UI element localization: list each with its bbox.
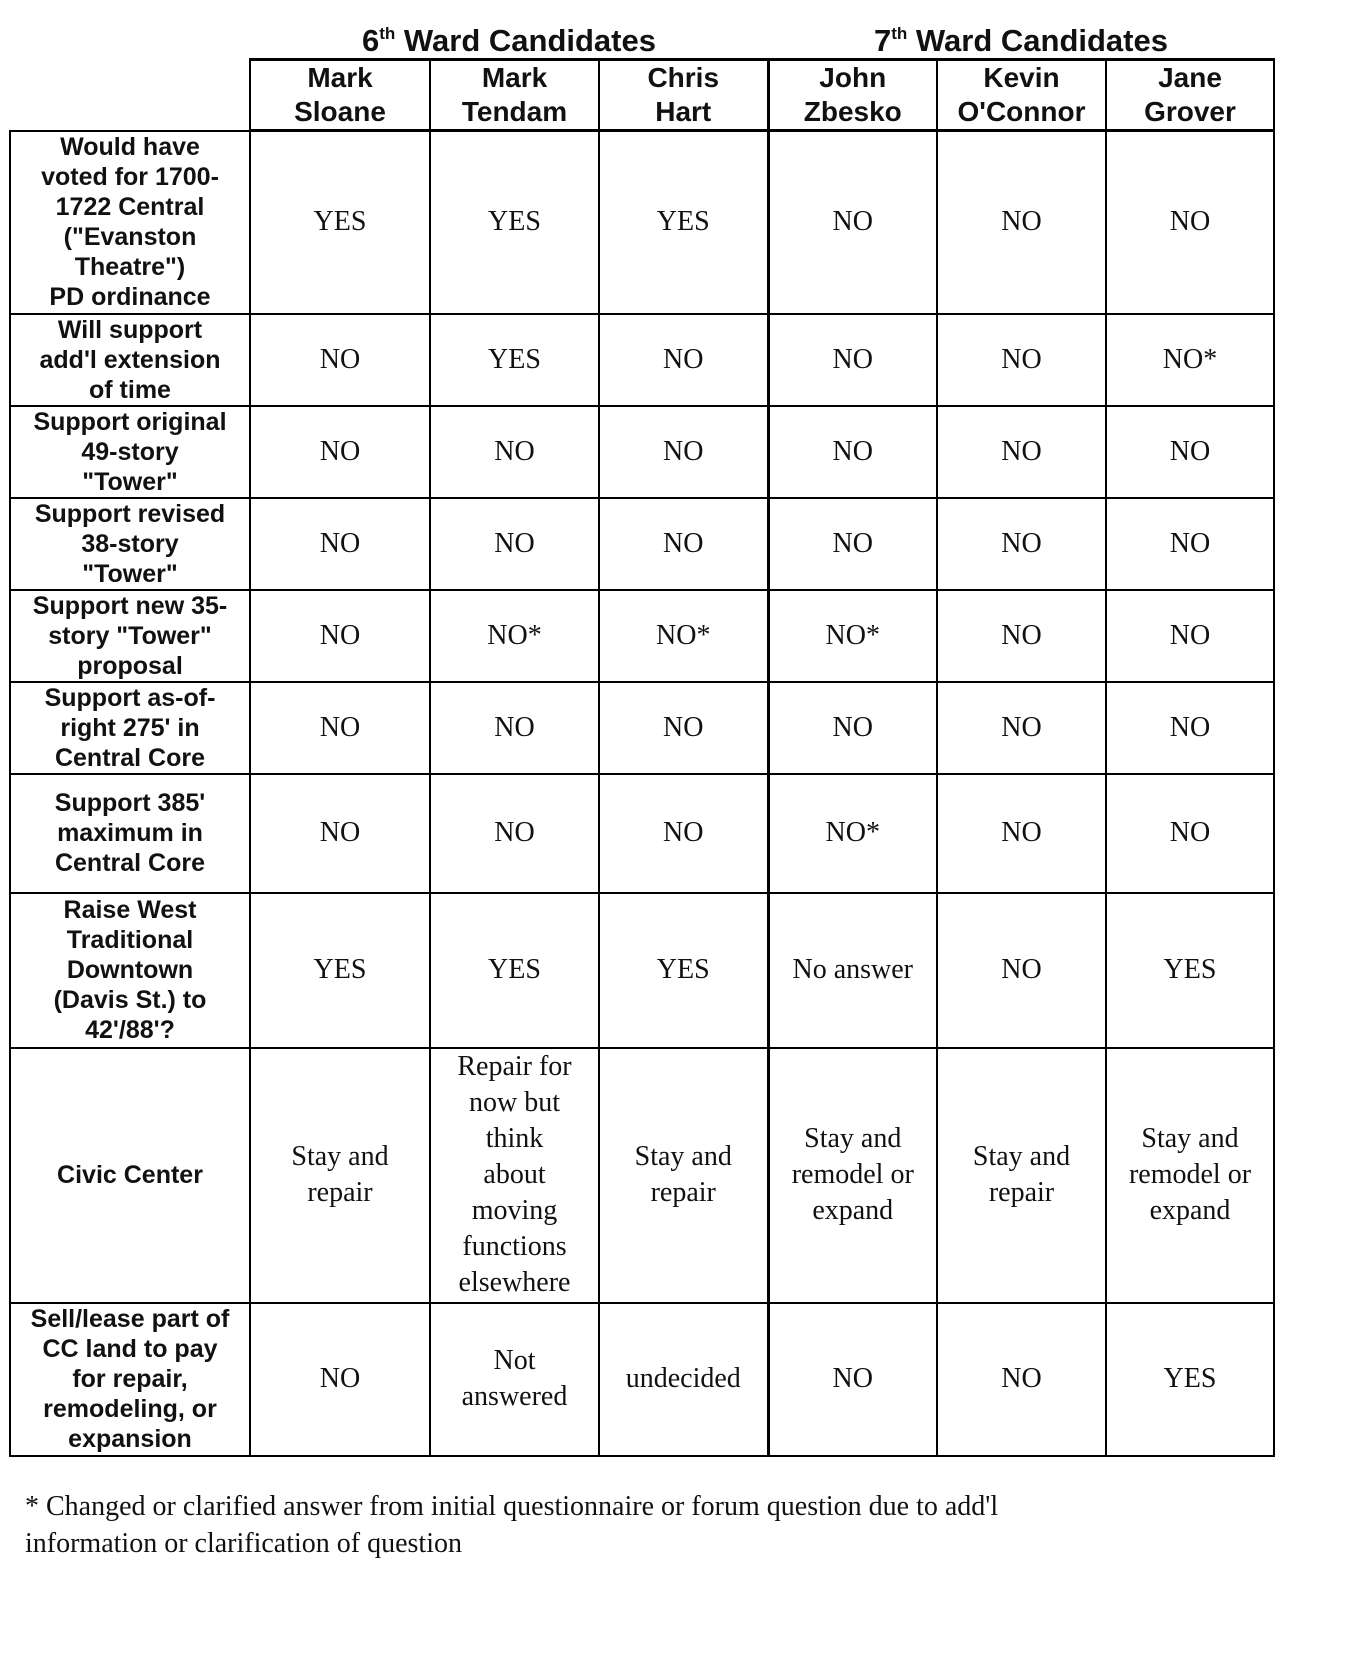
answer-cell bbox=[250, 774, 430, 893]
candidate-header bbox=[250, 60, 430, 131]
question-line: Support revised bbox=[34, 499, 226, 528]
answer-cell bbox=[1106, 1048, 1274, 1303]
question-row bbox=[10, 893, 1274, 1048]
answer-line: NO bbox=[663, 435, 704, 467]
footnote-line: information or clarification of question bbox=[25, 1528, 462, 1559]
answer-line: NO bbox=[1001, 206, 1042, 238]
candidate-last-name: Hart bbox=[655, 96, 712, 127]
question-cell bbox=[10, 774, 250, 893]
answer-cell bbox=[250, 131, 430, 314]
answer-line: NO bbox=[832, 435, 873, 467]
candidate-header bbox=[1106, 60, 1274, 131]
question-line: 1722 Central bbox=[55, 193, 205, 221]
answer-line: NO bbox=[832, 206, 873, 238]
answer-line: Stay and bbox=[634, 1141, 732, 1172]
answer-line: NO bbox=[1001, 343, 1042, 375]
candidate-header bbox=[430, 60, 599, 131]
answer-cell bbox=[250, 682, 430, 774]
answer-line: NO* bbox=[825, 619, 880, 651]
answer-line: now but bbox=[469, 1087, 560, 1118]
candidate-positions-table bbox=[9, 24, 1275, 1457]
answer-cell bbox=[1106, 893, 1274, 1048]
question-line: Support original bbox=[33, 407, 227, 436]
answer-cell bbox=[768, 1048, 937, 1303]
answer-cell bbox=[1106, 682, 1274, 774]
question-line: PD ordinance bbox=[49, 283, 211, 311]
answer-cell bbox=[430, 774, 599, 893]
answer-line: moving bbox=[471, 1195, 558, 1226]
answer-cell bbox=[430, 406, 599, 498]
answer-cell bbox=[1106, 774, 1274, 893]
question-line: Support as-of- bbox=[44, 683, 216, 712]
answer-cell bbox=[768, 774, 937, 893]
answer-line: YES bbox=[488, 343, 541, 375]
question-line: Central Core bbox=[54, 849, 206, 877]
question-cell bbox=[10, 314, 250, 406]
answer-line: NO bbox=[319, 1363, 361, 1394]
answer-cell bbox=[937, 682, 1106, 774]
answer-line: NO bbox=[663, 817, 704, 848]
answer-cell bbox=[250, 498, 430, 590]
answer-cell bbox=[1106, 498, 1274, 590]
answer-cell bbox=[937, 774, 1106, 893]
question-line: 49-story bbox=[81, 437, 179, 466]
answer-line: repair bbox=[650, 1177, 716, 1208]
ward-7-header: 7th Ward Candidates bbox=[874, 23, 1168, 58]
answer-line: NO bbox=[1169, 435, 1211, 467]
answer-line: No answer bbox=[792, 954, 914, 985]
question-line: Traditional bbox=[66, 926, 194, 954]
footnote bbox=[25, 1488, 1325, 1562]
question-row bbox=[10, 406, 1274, 498]
question-line: Central Core bbox=[54, 743, 206, 772]
answer-cell bbox=[430, 131, 599, 314]
answer-line: NO* bbox=[825, 817, 880, 848]
candidate-last-name: Grover bbox=[1144, 96, 1236, 127]
question-row bbox=[10, 682, 1274, 774]
answer-cell bbox=[768, 498, 937, 590]
answer-line: NO bbox=[1001, 619, 1042, 651]
answer-line: NO bbox=[1169, 619, 1211, 651]
answer-cell bbox=[937, 314, 1106, 406]
answer-cell bbox=[1106, 314, 1274, 406]
question-line: voted for 1700- bbox=[41, 163, 219, 191]
answer-line: NO* bbox=[1162, 343, 1218, 375]
answer-line: Not bbox=[493, 1345, 536, 1376]
answer-line: NO* bbox=[656, 619, 711, 651]
question-line: Support 385' bbox=[54, 789, 206, 817]
answer-line: NO bbox=[1001, 954, 1042, 985]
candidate-last-name: Zbesko bbox=[803, 96, 902, 127]
answer-line: YES bbox=[488, 954, 541, 985]
answer-cell bbox=[599, 406, 768, 498]
answer-cell bbox=[937, 1303, 1106, 1456]
question-line: story "Tower" bbox=[48, 621, 212, 650]
answer-cell bbox=[599, 314, 768, 406]
answer-cell bbox=[768, 893, 937, 1048]
answer-cell bbox=[937, 893, 1106, 1048]
answer-line: NO bbox=[663, 711, 704, 743]
answer-line: YES bbox=[313, 954, 367, 985]
answer-line: NO bbox=[1001, 1363, 1042, 1394]
question-line: ("Evanston bbox=[63, 223, 197, 251]
question-line: (Davis St.) to bbox=[53, 986, 207, 1014]
answer-cell bbox=[430, 498, 599, 590]
candidate-first-name: Kevin bbox=[983, 62, 1060, 93]
question-cell bbox=[10, 1048, 250, 1303]
answer-cell bbox=[937, 406, 1106, 498]
answer-cell bbox=[430, 590, 599, 682]
footnote-line: * Changed or clarified answer from initial questionnaire or forum question due to add'l bbox=[25, 1491, 999, 1522]
candidate-first-name: Mark bbox=[307, 62, 373, 93]
question-line: Theatre") bbox=[74, 253, 186, 281]
answer-cell bbox=[599, 498, 768, 590]
answer-line: Stay and bbox=[1141, 1123, 1239, 1154]
answer-cell bbox=[768, 590, 937, 682]
question-row bbox=[10, 498, 1274, 590]
question-line: of time bbox=[89, 375, 171, 404]
candidate-name-row bbox=[10, 60, 1274, 131]
answer-line: NO bbox=[832, 1363, 873, 1394]
answer-line: NO bbox=[832, 343, 873, 375]
question-cell bbox=[10, 1303, 250, 1456]
question-cell bbox=[10, 893, 250, 1048]
question-cell bbox=[10, 131, 250, 314]
answer-line: NO bbox=[319, 435, 361, 467]
answer-line: repair bbox=[988, 1177, 1055, 1208]
answer-line: remodel or bbox=[1128, 1159, 1252, 1190]
answer-line: NO bbox=[663, 527, 704, 559]
candidate-first-name: John bbox=[819, 62, 887, 93]
question-line: Sell/lease part of bbox=[30, 1305, 230, 1333]
answer-cell bbox=[599, 893, 768, 1048]
question-cell bbox=[10, 590, 250, 682]
question-row bbox=[10, 1303, 1274, 1456]
answer-line: NO bbox=[1001, 711, 1042, 743]
answer-line: YES bbox=[1163, 954, 1217, 985]
question-cell bbox=[10, 498, 250, 590]
answer-line: YES bbox=[488, 206, 541, 238]
question-row bbox=[10, 590, 1274, 682]
question-line: Will support bbox=[57, 315, 203, 344]
answer-line: functions bbox=[462, 1231, 567, 1262]
question-line: Downtown bbox=[66, 956, 194, 984]
question-cell bbox=[10, 682, 250, 774]
question-line: Civic Center bbox=[57, 1161, 203, 1189]
answer-line: expand bbox=[1149, 1195, 1231, 1226]
ward-6-header: 6th Ward Candidates bbox=[362, 23, 656, 58]
question-line: "Tower" bbox=[82, 559, 178, 588]
question-row bbox=[10, 131, 1274, 314]
answer-cell bbox=[937, 1048, 1106, 1303]
answer-cell bbox=[768, 682, 937, 774]
answer-cell bbox=[768, 406, 937, 498]
answer-line: NO bbox=[1169, 817, 1211, 848]
answer-line: NO bbox=[494, 435, 535, 467]
candidate-last-name: O'Connor bbox=[957, 96, 1086, 127]
answer-line: YES bbox=[313, 206, 367, 238]
answer-cell bbox=[430, 682, 599, 774]
question-row bbox=[10, 1048, 1274, 1303]
answer-cell bbox=[937, 498, 1106, 590]
answer-line: NO bbox=[319, 817, 361, 848]
question-line: expansion bbox=[68, 1425, 192, 1453]
answer-line: repair bbox=[307, 1177, 373, 1208]
answer-cell bbox=[1106, 1303, 1274, 1456]
answer-line: NO bbox=[1169, 206, 1211, 238]
answer-line: NO bbox=[1001, 527, 1042, 559]
answer-cell bbox=[250, 1048, 430, 1303]
answer-cell bbox=[430, 314, 599, 406]
answer-cell bbox=[1106, 131, 1274, 314]
answer-line: NO bbox=[319, 619, 361, 651]
answer-line: YES bbox=[1163, 1363, 1217, 1394]
answer-line: remodel or bbox=[791, 1159, 914, 1190]
answer-line: expand bbox=[812, 1195, 894, 1226]
answer-line: NO bbox=[832, 527, 873, 559]
answer-cell bbox=[430, 1048, 599, 1303]
candidate-header bbox=[768, 60, 937, 131]
answer-cell bbox=[250, 314, 430, 406]
answer-cell bbox=[599, 590, 768, 682]
question-line: for repair, bbox=[72, 1365, 188, 1393]
candidate-header bbox=[599, 60, 768, 131]
candidate-first-name: Jane bbox=[1158, 62, 1222, 93]
answer-cell bbox=[599, 1048, 768, 1303]
answer-line: about bbox=[483, 1159, 546, 1190]
answer-line: think bbox=[485, 1123, 544, 1154]
answer-cell bbox=[430, 1303, 599, 1456]
answer-line: NO bbox=[663, 343, 704, 375]
answer-line: elsewhere bbox=[458, 1267, 571, 1298]
answer-cell bbox=[250, 1303, 430, 1456]
answer-line: NO bbox=[319, 343, 361, 375]
answer-cell bbox=[768, 314, 937, 406]
answer-line: answered bbox=[461, 1381, 568, 1412]
question-line: remodeling, or bbox=[43, 1395, 217, 1423]
question-line: add'l extension bbox=[39, 345, 221, 374]
ward-header-row bbox=[10, 24, 1274, 60]
candidate-last-name: Sloane bbox=[294, 96, 386, 127]
answer-line: NO bbox=[494, 817, 535, 848]
answer-cell bbox=[250, 590, 430, 682]
question-cell bbox=[10, 406, 250, 498]
answer-cell bbox=[1106, 590, 1274, 682]
answer-cell bbox=[1106, 406, 1274, 498]
question-line: 42'/88'? bbox=[85, 1016, 175, 1044]
answer-line: Stay and bbox=[804, 1123, 902, 1154]
answer-cell bbox=[937, 131, 1106, 314]
answer-cell bbox=[937, 590, 1106, 682]
answer-line: Stay and bbox=[291, 1141, 389, 1172]
question-line: right 275' in bbox=[60, 713, 200, 742]
answer-line: Repair for bbox=[457, 1051, 572, 1082]
answer-line: NO* bbox=[487, 619, 542, 651]
answer-line: YES bbox=[656, 954, 710, 985]
answer-line: NO bbox=[832, 711, 873, 743]
answer-cell bbox=[599, 774, 768, 893]
question-line: Support new 35- bbox=[32, 591, 228, 620]
candidate-first-name: Mark bbox=[481, 62, 548, 93]
question-row bbox=[10, 774, 1274, 893]
answer-line: Stay and bbox=[972, 1141, 1071, 1172]
answer-cell bbox=[768, 131, 937, 314]
question-line: "Tower" bbox=[82, 467, 178, 496]
question-line: Would have bbox=[60, 133, 200, 161]
answer-cell bbox=[250, 893, 430, 1048]
answer-cell bbox=[599, 1303, 768, 1456]
question-line: Raise West bbox=[63, 896, 197, 924]
answer-cell bbox=[599, 682, 768, 774]
answer-line: NO bbox=[319, 711, 361, 743]
answer-cell bbox=[599, 131, 768, 314]
candidate-last-name: Tendam bbox=[461, 96, 568, 127]
candidate-first-name: Chris bbox=[647, 62, 720, 93]
answer-line: NO bbox=[319, 527, 361, 559]
answer-line: NO bbox=[1001, 817, 1042, 848]
answer-line: NO bbox=[1001, 435, 1042, 467]
question-line: maximum in bbox=[57, 819, 203, 847]
answer-line: NO bbox=[494, 711, 535, 743]
question-line: 38-story bbox=[81, 529, 179, 558]
answer-line: undecided bbox=[625, 1363, 741, 1394]
question-row bbox=[10, 314, 1274, 406]
answer-line: NO bbox=[1169, 711, 1211, 743]
question-line: CC land to pay bbox=[42, 1335, 218, 1363]
question-line: proposal bbox=[77, 651, 183, 680]
candidate-header bbox=[937, 60, 1106, 131]
answer-line: NO bbox=[1169, 527, 1211, 559]
answer-cell bbox=[768, 1303, 937, 1456]
answer-cell bbox=[250, 406, 430, 498]
answer-line: YES bbox=[656, 206, 710, 238]
answer-line: NO bbox=[494, 527, 535, 559]
answer-cell bbox=[430, 893, 599, 1048]
